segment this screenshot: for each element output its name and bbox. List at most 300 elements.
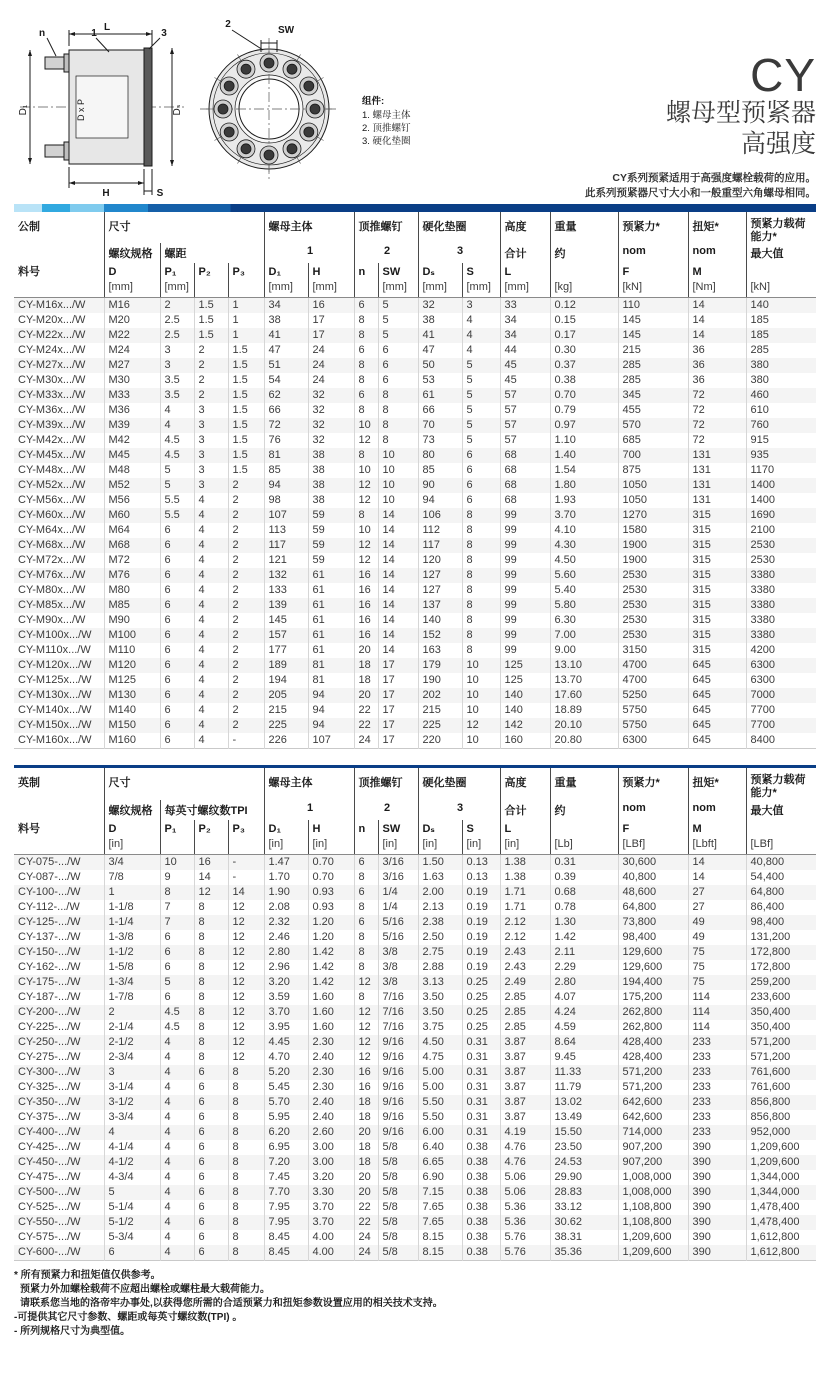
data-cell: 6.30 <box>550 613 618 628</box>
data-cell: 2.11 <box>550 945 618 960</box>
data-cell: 915 <box>746 433 816 448</box>
data-cell: 99 <box>500 553 550 568</box>
data-cell: 8 <box>228 1065 264 1080</box>
sub-total: 合计 <box>500 800 550 820</box>
group-weight: 重量 <box>550 212 618 243</box>
part-number-cell: CY-M85x.../W <box>18 599 86 612</box>
table-row <box>14 1185 816 1200</box>
data-cell: 4 <box>160 1245 194 1261</box>
data-cell: 6.20 <box>264 1125 308 1140</box>
data-cell: 315 <box>688 538 746 553</box>
data-cell: 3.30 <box>308 1185 354 1200</box>
dim-label-n: n <box>38 28 46 39</box>
data-cell: 4 <box>160 403 194 418</box>
data-cell: 75 <box>688 960 746 975</box>
data-cell: 4-1/2 <box>104 1155 160 1170</box>
data-cell: 315 <box>688 643 746 658</box>
data-cell: 1.5 <box>228 358 264 373</box>
table-row <box>14 1080 816 1095</box>
table-row <box>14 598 816 613</box>
data-cell: 5.95 <box>264 1110 308 1125</box>
data-cell: 0.25 <box>462 1020 500 1035</box>
part-number-cell: CY-300-.../W <box>18 1065 81 1078</box>
data-cell: 1 <box>228 298 264 314</box>
data-cell: M56 <box>104 493 160 508</box>
data-cell: 233 <box>688 1080 746 1095</box>
metric-table <box>14 212 816 749</box>
col-H: H [mm] <box>308 263 354 298</box>
data-cell: 1-3/4 <box>104 975 160 990</box>
data-cell: 2.30 <box>308 1065 354 1080</box>
data-cell: 2 <box>228 643 264 658</box>
data-cell: 64,800 <box>618 900 688 915</box>
data-cell: 3.87 <box>500 1110 550 1125</box>
part-number-cell: CY-425-.../W <box>18 1140 81 1153</box>
data-cell: 1.5 <box>228 463 264 478</box>
data-cell: 3.95 <box>264 1020 308 1035</box>
data-cell: 131 <box>688 463 746 478</box>
data-cell: 2530 <box>746 553 816 568</box>
data-cell: 3 <box>194 418 228 433</box>
data-cell: 0.93 <box>308 885 354 900</box>
part-number-cell: CY-M68x.../W <box>18 539 86 552</box>
table-row <box>14 658 816 673</box>
data-cell: 68 <box>500 493 550 508</box>
data-cell: 0.31 <box>462 1050 500 1065</box>
data-cell: 152 <box>418 628 462 643</box>
data-cell: 8 <box>354 313 378 328</box>
data-cell: 1-7/8 <box>104 990 160 1005</box>
data-cell: 4 <box>194 733 228 749</box>
data-cell: 3.59 <box>264 990 308 1005</box>
dim-label-dxp: D x P <box>76 98 86 122</box>
data-cell: 18 <box>354 1110 378 1125</box>
data-cell: 2.85 <box>500 1020 550 1035</box>
page-title: CY <box>750 49 816 101</box>
data-cell: 3.70 <box>308 1215 354 1230</box>
data-cell: 5 <box>160 463 194 478</box>
table-row <box>14 915 816 930</box>
data-cell: 4 <box>160 1140 194 1155</box>
part-number-cell: CY-M120x.../W <box>18 659 92 672</box>
data-cell: 99 <box>500 598 550 613</box>
data-cell: 14 <box>688 870 746 885</box>
data-cell: 10 <box>462 703 500 718</box>
data-cell: 8 <box>462 568 500 583</box>
data-cell: 72 <box>688 388 746 403</box>
data-cell: 6 <box>462 493 500 508</box>
data-cell: 5-1/2 <box>104 1215 160 1230</box>
data-cell: 14 <box>194 870 228 885</box>
data-cell: 6 <box>160 703 194 718</box>
data-cell: 2.43 <box>500 945 550 960</box>
group-jack-screw: 顶推螺钉 <box>354 767 418 800</box>
data-cell: 10 <box>462 658 500 673</box>
data-cell: 22 <box>354 1215 378 1230</box>
data-cell: 1400 <box>746 493 816 508</box>
col-D1: D₁ [mm] <box>264 263 308 298</box>
part-number-cell: CY-475-.../W <box>18 1170 81 1183</box>
table-row <box>14 373 816 388</box>
data-cell: 23.50 <box>550 1140 618 1155</box>
group-height: 高度 <box>500 212 550 243</box>
data-cell: 0.38 <box>462 1185 500 1200</box>
part-number-cell: CY-M42x.../W <box>18 434 86 447</box>
data-cell: 59 <box>308 553 354 568</box>
data-cell: 5/8 <box>378 1155 418 1170</box>
column-header-row <box>14 263 816 298</box>
data-cell: 57 <box>500 388 550 403</box>
data-cell: 0.19 <box>462 930 500 945</box>
data-cell: 571,200 <box>618 1080 688 1095</box>
data-cell: 73 <box>418 433 462 448</box>
sub-nom-torque: nom <box>688 800 746 820</box>
data-cell: 94 <box>418 493 462 508</box>
data-cell: 18 <box>354 658 378 673</box>
data-cell: 3.87 <box>500 1065 550 1080</box>
data-cell: 8 <box>228 1170 264 1185</box>
data-cell: 390 <box>688 1245 746 1261</box>
data-cell: 13.70 <box>550 673 618 688</box>
data-cell: 10 <box>160 854 194 870</box>
part-number-cell: CY-M72x.../W <box>18 554 86 567</box>
data-cell: 315 <box>688 598 746 613</box>
data-cell: 8 <box>354 900 378 915</box>
data-cell: 4 <box>462 343 500 358</box>
data-cell: 3.87 <box>500 1035 550 1050</box>
page-subtitle-type: 螺母型预紧器 <box>665 99 816 127</box>
data-cell: 24 <box>354 1230 378 1245</box>
data-cell: M45 <box>104 448 160 463</box>
data-cell: 700 <box>618 448 688 463</box>
data-cell: 17 <box>378 733 418 749</box>
data-cell: 1 <box>228 313 264 328</box>
data-cell: 3 <box>194 433 228 448</box>
data-cell: 4700 <box>618 658 688 673</box>
datasheet-page <box>0 12 830 1339</box>
data-cell: 0.13 <box>462 854 500 870</box>
data-cell: 16 <box>308 298 354 314</box>
data-cell: 98,400 <box>618 930 688 945</box>
data-cell: 6 <box>194 1230 228 1245</box>
imperial-table-body <box>14 854 816 1260</box>
data-cell: 99 <box>500 568 550 583</box>
data-cell: 3.70 <box>264 1005 308 1020</box>
data-cell: 6 <box>160 643 194 658</box>
legend-item-3: 3. 硬化垫圈 <box>362 136 411 147</box>
data-cell: 10 <box>354 523 378 538</box>
sub-approx: 约 <box>550 800 618 820</box>
data-cell: 8.45 <box>264 1230 308 1245</box>
data-cell: 3 <box>160 343 194 358</box>
part-number-cell: CY-M36x.../W <box>18 404 86 417</box>
data-cell: 2.60 <box>308 1125 354 1140</box>
data-cell: 38.31 <box>550 1230 618 1245</box>
table-row <box>14 313 816 328</box>
data-cell: 0.31 <box>462 1125 500 1140</box>
data-cell: 3.87 <box>500 1095 550 1110</box>
data-cell: 2.88 <box>418 960 462 975</box>
footnotes <box>14 1269 816 1339</box>
data-cell: 1,108,800 <box>618 1215 688 1230</box>
data-cell: 1,209,600 <box>618 1245 688 1261</box>
data-cell: 0.19 <box>462 945 500 960</box>
data-cell: 2 <box>228 658 264 673</box>
data-cell: 142 <box>500 718 550 733</box>
data-cell: 70 <box>418 418 462 433</box>
data-cell: 1.42 <box>308 960 354 975</box>
data-cell: 8 <box>228 1200 264 1215</box>
data-cell: 9/16 <box>378 1110 418 1125</box>
data-cell: 8 <box>194 1005 228 1020</box>
data-cell: 12 <box>354 538 378 553</box>
col-L: L [mm] <box>500 263 550 298</box>
data-cell: M52 <box>104 478 160 493</box>
data-cell: 2 <box>228 583 264 598</box>
data-cell: 4 <box>160 1215 194 1230</box>
data-cell: 645 <box>688 703 746 718</box>
data-cell: M100 <box>104 628 160 643</box>
data-cell: 12 <box>228 1050 264 1065</box>
data-cell: 6 <box>160 930 194 945</box>
data-cell: 61 <box>308 568 354 583</box>
blank-cell <box>14 800 104 820</box>
data-cell: 262,800 <box>618 1005 688 1020</box>
data-cell: 6 <box>378 343 418 358</box>
data-cell: 5 <box>462 358 500 373</box>
group-header-row <box>14 767 816 800</box>
data-cell: 20 <box>354 1125 378 1140</box>
data-cell: 54,400 <box>746 870 816 885</box>
data-cell: 2 <box>228 688 264 703</box>
data-cell: 11.79 <box>550 1080 618 1095</box>
data-cell: 20 <box>354 688 378 703</box>
table-row <box>14 628 816 643</box>
data-cell: 7700 <box>746 718 816 733</box>
data-cell: 8 <box>228 1185 264 1200</box>
data-cell: 1.71 <box>500 885 550 900</box>
data-cell: 8 <box>228 1245 264 1261</box>
data-cell: 6 <box>194 1110 228 1125</box>
part-number-cell: CY-600-.../W <box>18 1245 81 1258</box>
data-cell: 14 <box>378 583 418 598</box>
data-cell: 7000 <box>746 688 816 703</box>
table-row <box>14 945 816 960</box>
data-cell: 0.31 <box>550 854 618 870</box>
data-cell: 233 <box>688 1125 746 1140</box>
subgroup-header-row <box>14 800 816 820</box>
data-cell: M85 <box>104 598 160 613</box>
data-cell: 61 <box>418 388 462 403</box>
part-number-cell: CY-550-.../W <box>18 1215 81 1228</box>
data-cell: 5.80 <box>550 598 618 613</box>
data-cell: 1 <box>104 885 160 900</box>
data-cell: 3380 <box>746 583 816 598</box>
table-row <box>14 298 816 314</box>
data-cell: 714,000 <box>618 1125 688 1140</box>
data-cell: 80 <box>418 448 462 463</box>
data-cell: 2 <box>228 703 264 718</box>
data-cell: 6300 <box>746 658 816 673</box>
data-cell: 1/4 <box>378 885 418 900</box>
data-cell: 172,800 <box>746 960 816 975</box>
data-cell: 6 <box>160 568 194 583</box>
data-cell: 1-3/8 <box>104 930 160 945</box>
data-cell: 5/8 <box>378 1185 418 1200</box>
data-cell: 5750 <box>618 703 688 718</box>
data-cell: 27 <box>688 885 746 900</box>
data-cell: 3380 <box>746 613 816 628</box>
data-cell: 2.30 <box>308 1080 354 1095</box>
data-cell: 3.5 <box>160 388 194 403</box>
data-cell: 17 <box>378 658 418 673</box>
part-number-cell: CY-575-.../W <box>18 1230 81 1243</box>
data-cell: 4 <box>160 1155 194 1170</box>
data-cell: 5.76 <box>500 1245 550 1261</box>
data-cell: 145 <box>264 613 308 628</box>
data-cell: M150 <box>104 718 160 733</box>
description-line-1: CY系列预紧适用于高强度螺栓载荷的应用。 <box>612 171 816 184</box>
data-cell: 262,800 <box>618 1020 688 1035</box>
data-cell: 6 <box>354 298 378 314</box>
table-row <box>14 463 816 478</box>
data-cell: 9.00 <box>550 643 618 658</box>
data-cell: 113 <box>264 523 308 538</box>
data-cell: 315 <box>688 553 746 568</box>
data-cell: 1.63 <box>418 870 462 885</box>
data-cell: 140 <box>746 298 816 314</box>
data-cell: 380 <box>746 373 816 388</box>
data-cell: 233 <box>688 1035 746 1050</box>
data-cell: 4 <box>160 1170 194 1185</box>
part-number-cell: CY-200-.../W <box>18 1005 81 1018</box>
col-P3: P₃ <box>228 820 264 855</box>
data-cell: 0.17 <box>550 328 618 343</box>
data-cell: 233 <box>688 1065 746 1080</box>
data-cell: 2 <box>228 508 264 523</box>
group-torque: 扭矩* <box>688 212 746 243</box>
data-cell: 4 <box>160 1095 194 1110</box>
data-cell: 40,800 <box>746 854 816 870</box>
data-cell: 139 <box>264 598 308 613</box>
data-cell: 86,400 <box>746 900 816 915</box>
data-cell: 8 <box>354 990 378 1005</box>
data-cell: 48,600 <box>618 885 688 900</box>
data-cell: 8 <box>354 508 378 523</box>
data-cell: 0.38 <box>462 1200 500 1215</box>
data-cell: 1.5 <box>194 298 228 314</box>
sub-part-3: 3 <box>418 800 500 820</box>
data-cell: 3 <box>194 478 228 493</box>
table-row <box>14 673 816 688</box>
data-cell: 0.93 <box>308 900 354 915</box>
data-cell: 0.70 <box>308 870 354 885</box>
data-cell: 3.5 <box>160 373 194 388</box>
table-row <box>14 343 816 358</box>
table-row <box>14 1005 816 1020</box>
data-cell: 120 <box>418 553 462 568</box>
data-cell: 4 <box>194 703 228 718</box>
data-cell: 140 <box>500 703 550 718</box>
subgroup-header-row <box>14 243 816 263</box>
data-cell: 8 <box>462 643 500 658</box>
data-cell: 53 <box>418 373 462 388</box>
table-row <box>14 703 816 718</box>
data-cell: 1900 <box>618 538 688 553</box>
data-cell: 1050 <box>618 493 688 508</box>
data-cell: 14 <box>378 643 418 658</box>
data-cell: 6 <box>160 658 194 673</box>
col-M: M [Nm] <box>688 263 746 298</box>
data-cell: 10 <box>462 688 500 703</box>
group-torque: 扭矩* <box>688 767 746 800</box>
data-cell: 1/4 <box>378 900 418 915</box>
data-cell: 12 <box>194 885 228 900</box>
data-cell: 57 <box>500 418 550 433</box>
data-cell: 16 <box>354 1065 378 1080</box>
col-Ds: Dₛ [mm] <box>418 263 462 298</box>
data-cell: 4 <box>160 1200 194 1215</box>
dim-label-d1: D₁ <box>18 104 29 116</box>
table-row <box>14 418 816 433</box>
col-D: D [in] <box>104 820 160 855</box>
data-cell: 8 <box>228 1230 264 1245</box>
data-cell: 2 <box>160 298 194 314</box>
data-cell: 5 <box>378 328 418 343</box>
data-cell: M30 <box>104 373 160 388</box>
data-cell: 1.5 <box>194 313 228 328</box>
data-cell: 4.76 <box>500 1155 550 1170</box>
data-cell: 73,800 <box>618 915 688 930</box>
data-cell: 36 <box>688 358 746 373</box>
table-row <box>14 1035 816 1050</box>
data-cell: 14 <box>688 854 746 870</box>
data-cell: 2.5 <box>160 328 194 343</box>
data-cell: 1-1/4 <box>104 915 160 930</box>
part-number-cell: CY-350-.../W <box>18 1095 81 1108</box>
data-cell: 6 <box>160 733 194 749</box>
data-cell: 935 <box>746 448 816 463</box>
sub-part-1: 1 <box>264 800 354 820</box>
part-number-cell: CY-M56x.../W <box>18 494 86 507</box>
data-cell: 5.70 <box>264 1095 308 1110</box>
data-cell: 0.38 <box>462 1170 500 1185</box>
data-cell: 3.00 <box>308 1140 354 1155</box>
data-cell: 3.70 <box>308 1200 354 1215</box>
sub-part-3: 3 <box>418 243 500 263</box>
data-cell: 45 <box>500 358 550 373</box>
data-cell: 315 <box>688 613 746 628</box>
data-cell: 8400 <box>746 733 816 749</box>
data-cell: 0.97 <box>550 418 618 433</box>
data-cell: 1.42 <box>308 945 354 960</box>
data-cell: M16 <box>104 298 160 314</box>
data-cell: 9/16 <box>378 1065 418 1080</box>
data-cell: 0.37 <box>550 358 618 373</box>
data-cell: 6 <box>160 945 194 960</box>
data-cell: 6300 <box>746 673 816 688</box>
data-cell: 3.20 <box>264 975 308 990</box>
data-cell: 81 <box>264 448 308 463</box>
part-number-cell: CY-M60x.../W <box>18 509 86 522</box>
data-cell: 12 <box>462 718 500 733</box>
data-cell: 8 <box>194 945 228 960</box>
data-cell: 7 <box>160 900 194 915</box>
data-cell: 125 <box>500 658 550 673</box>
data-cell: 0.31 <box>462 1110 500 1125</box>
data-cell: 1.5 <box>228 403 264 418</box>
data-cell: 114 <box>688 990 746 1005</box>
